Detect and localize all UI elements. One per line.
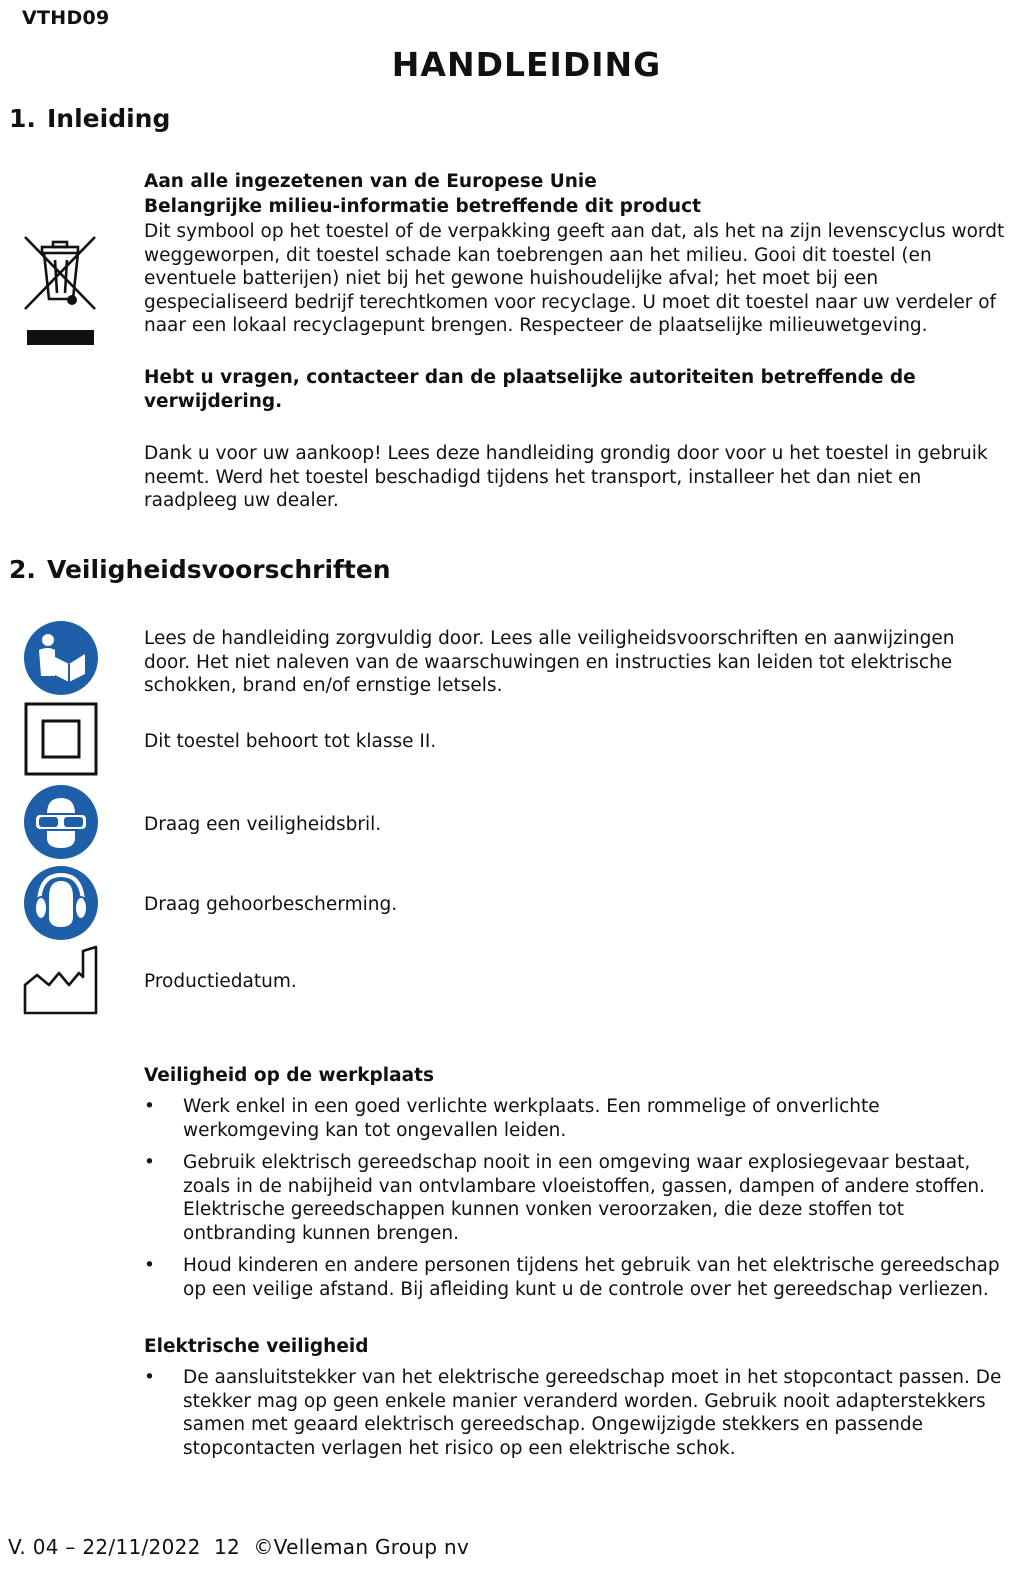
read-manual-icon — [23, 620, 99, 696]
section-2-title: Veiligheidsvoorschriften — [47, 555, 391, 584]
workplace-safety-list — [144, 1095, 1008, 1310]
section-1-heading — [9, 104, 170, 133]
section-1-title: Inleiding — [47, 104, 171, 133]
ear-protection-icon — [23, 865, 99, 941]
electrical-safety-heading: Elektrische veiligheid — [144, 1336, 369, 1357]
thanks-paragraph: Dank u voor uw aankoop! Lees deze handleiding grondig door voor u het toestel in gebruik neemt. Werd het toestel beschadigd tijdens het transport, installeer het dan niet en raadpleeg uw dealer. — [144, 443, 988, 511]
read-manual-text: Lees de handleiding zorgvuldig door. Lees alle veiligheidsvoorschriften en aanwijzingen door. Het niet naleven van de waarschuwingen en instructies kan leiden tot elektrische schokken, brand en/of ernstige letsels. — [144, 628, 955, 696]
page-footer — [8, 1535, 469, 1559]
workplace-safety-heading: Veiligheid op de werkplaats — [144, 1065, 434, 1086]
model-code: VTHD09 — [22, 7, 110, 29]
electrical-safety-list — [144, 1366, 1008, 1469]
safety-glasses-icon — [23, 784, 99, 860]
list-item: • De aansluitstekker van het elektrische gereedschap moet in het stopcontact passen. De stekker mag op geen enkele manier veranderd worden. Gebruik nooit adapterstekkers samen met geaard elektrisch gereedschap. Ongewijzigde stekkers en passende stopcontacten verlagen het risico op een elektrische schok. — [144, 1366, 1008, 1460]
page-title: HANDLEIDING — [391, 45, 662, 84]
list-item: • Werk enkel in een goed verlichte werkplaats. Een rommelige of onverlichte werkomgeving kan tot ongevallen leiden. — [144, 1095, 1008, 1142]
section-2-number: 2. — [9, 555, 36, 584]
page-number: 12 — [213, 1535, 241, 1559]
manufacture-date-text: Productiedatum. — [144, 971, 297, 992]
manufacture-date-icon — [23, 945, 99, 1017]
list-item: • Gebruik elektrisch gereedschap nooit in een omgeving waar explosiegevaar bestaat, zoals in de nabijheid van ontvlambare vloeistoffen, gassen, dampen of andere stoffen. Elektrische gereedschappen kunnen vonken veroorzaken, die deze stoffen tot ontbranding kunnen brengen. — [144, 1151, 1008, 1245]
contact-authorities-text: Hebt u vragen, contacteer dan de plaatselijke autoriteiten betreffende de verwijdering. — [144, 367, 916, 412]
weee-paragraph: Dit symbool op het toestel of de verpakking geeft aan dat, als het na zijn levenscyclus wordt weggeworpen, dit toestel schade kan toebrengen aan het milieu. Gooi dit toestel (en eventuele batterijen) niet bij het gewone huishoudelijke afval; het moet bij een gespecialiseerd bedrijf terechtkomen voor recyclage. U moet dit toestel naar uw verdeler of naar een lokaal recyclagepunt brengen. Respecteer de plaatselijke milieuwetgeving. — [144, 221, 1005, 336]
footer-version: V. 04 – 22/11/2022 — [8, 1535, 201, 1559]
list-item: • Houd kinderen en andere personen tijdens het gebruik van het elektrische gereedschap op een veilige afstand. Bij afleiding kunt u de controle over het gereedschap verliezen. — [144, 1254, 1008, 1301]
footer-copyright: ©Velleman Group nv — [253, 1535, 470, 1559]
safety-glasses-text: Draag een veiligheidsbril. — [144, 814, 382, 835]
weee-crossed-bin-icon — [20, 233, 102, 348]
class-ii-icon — [24, 702, 98, 776]
class-ii-text: Dit toestel behoort tot klasse II. — [144, 731, 437, 752]
section-1-number: 1. — [9, 104, 36, 133]
section-2-heading — [9, 555, 391, 584]
eu-residents-line: Aan alle ingezetenen van de Europese Unie — [144, 171, 597, 192]
environment-info-line: Belangrijke milieu-informatie betreffende dit product — [144, 196, 701, 217]
ear-protection-text: Draag gehoorbescherming. — [144, 894, 398, 915]
